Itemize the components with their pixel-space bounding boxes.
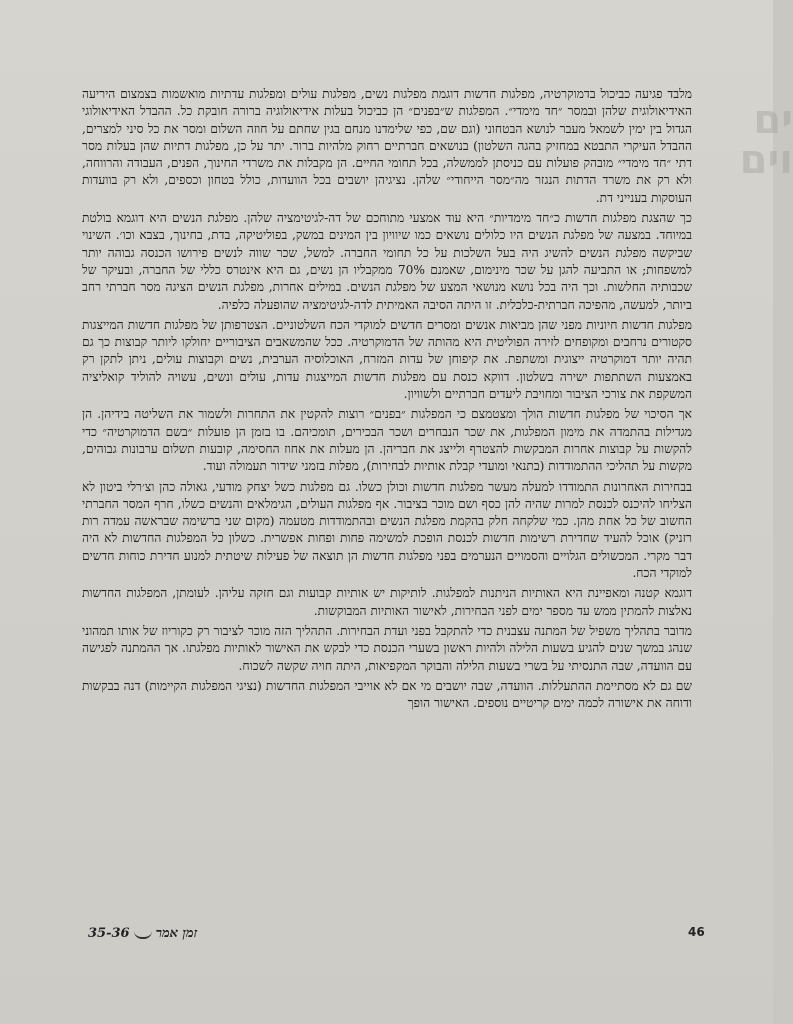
paragraph: דוגמא קטנה ומאפיינת היא האותיות הניתנות למפלגות. לותיקות יש אותיות קבועות וגם חזקה עליהן. לעומתן, המפלגות החדשות נאלצות להמתין ממש עד מספר ימים לפני הבחירות, לאישור האותיות המבוקשות.: [82, 586, 692, 618]
paragraph: מדובר בתהליך משפיל של המתנה עצבנית כדי להתקבל בפני ועדת הבחירות. התהליך הזה מוכר לציבור רק כקוריוז של אותו תמהוני שנהג במשך שנים להגיע בשעות הלילה ולהיות ראשון בשערי הכנסת כדי לבקש את האישור לאותיות מפלגתו. אך ההמתנה לפגישה עם הוועדה, שבה התנסיתי על בשרי בשעות הלילה והבוקר המקפיאות, היתה חויה שקשה לשכוח.: [82, 623, 692, 673]
pen-nib-icon: [134, 927, 152, 939]
paragraph: שם גם לא מסתיימת ההתעללות. הוועדה, שבה יושבים מי אם לא אוייבי המפלגות החדשות (נציגי המפלגות הקיימות) דנה בבקשות ודוחה את אישורה לכמה ימים קריטיים נוספים. האישור הופך: [82, 678, 692, 711]
paragraph: מלבד פגיעה כביכול בדמוקרטיה, מפלגות חדשות דוגמת מפלגות נשים, מפלגות עולים ומפלגות עדתיות מואשמות בצמצום היריעה האידיאולוגית שלהן ובמסר ״חד מימדי״. המפלגות ש״בפנים״ הן כביכול בעלות אידיאולוגיה ברורה חובקת כל. ההבדל האידיאולוגי הגדול בין ימין לשמאל מעבר לנושא הבטחוני (וגם שם, כפי שלימדנו מנחם בגין שחתם על חוזה השלום ומסר את כל סיני למצרים, ההבדל העיקרי התבטא במחזיק בהגה השלטון) בנושאים חברתיים רחוק מלהיות ברור. יתר על כן, מפלגות דתיות שהן בעלות מסר דתי ״חד מימדי״ מובהק פועלות עם כניסתן לממשלה, בכל תחומי החיים. הן מקבלות את משרדי החינוך, הפנים, העבודה והרווחה, ולא רק את משרד הדתות הנגזר מה״מסר הייחודי״ שלהן. נציגיהן יושבים בכל הוועדות, כולל בטחון וכספים, ולא רק בוועדות העוסקות בענייני דת.: [82, 87, 692, 205]
paragraph: כך שהצגת מפלגות חדשות כ״חד מימדיות״ היא עוד אמצעי מתוחכם של דה-לגיטימציה שלהן. מפלגת הנשים היא דוגמא בולטת במיוחד. במצעה של מפלגת הנשים היו כלולים נושאים כמו שיוויון בין המינים במשק, בפוליטיקה, בדת, בחינוך, בצבא וכו׳. השינוי שביקשה מפלגת הנשים להשיג היה בעל השלכות על כל תחומי החברה. למשל, שכר שווה לנשים פירושו הכנסה גבוהה יותר למשפחות; או התביעה להגן על שכר מינימום, שאמנם 70% ממקבליו הן נשים, גם היא אינטרס כללי של החברה, ובעיקר של שכבותיה החלשות. וכך היה בכל נושא מנושאי המצע של מפלגת הנשים. במילים אחרות, מפלגת הנשים הציגה מסר חברתי רחב ביותר, למעשה, מהפיכה חברתית-כלכלית. זו היתה הסיבה האמיתית לדה-לגיטימציה שהופעלה כלפיה.: [82, 211, 692, 312]
bleed-through-text: [739, 97, 793, 183]
footer-issue: 35-36: [88, 925, 130, 941]
paragraph: אך הסיכוי של מפלגות חדשות הולך ומצטמצם כי המפלגות ״בפנים״ רוצות להקטין את התחרות ולשמור את השליטה בידיהן. הן מגדילות בהתמדה את מימון המפלגות, את שכר הנבחרים ושכר הבכירים, תומכיהם. בו בזמן הן פועלות ״בשם הדמוקרטיה״ כדי להקשות על קבוצות אחרות המבקשות להצטרף ולייצג את חבריהן. הן מעלות את אחוז החסימה, קובעות תשלום ערבונות גבוהים, מקשות על תהליכי ההתמודדות (בתנאי ומועדי קבלת אותיות לבחירות), מפלות בזמני שידור תעמולה ועוד.: [82, 407, 692, 474]
paragraph: בבחירות האחרונות התמודדו למעלה מעשר מפלגות חדשות וכולן כשלו. גם מפלגות כשל יצחק מודעי, גאולה כהן וצ׳רלי ביטון לא הצליחו להיכנס לכנסת למרות שהיה להן כסף ושם מוכר בציבור. אף מפלגות העולים, הגימלאים והנשים כשלו, חרף המסר החברתי החשוב של כל אחת מהן. כמי שלקחה חלק בהקמת מפלגת הנשים ובהתמודדות מטעמה (מקום שני ברשימה שבראשה עמדה רות רזניק) אוכל להעיד שחדירת רשימות חדשות לכנסת הופכת למשימה פחות ופחות אפשרית. כשלון כל המפלגות החדשות לא היה דבר מקרי. המכשולים הגלויים והסמויים הנערמים בפני מפלגות חדשות הן תוצאה של פעילות שיטתית למנוע חדירת כוחות חדשים למוקדי הכח.: [82, 479, 692, 581]
bleed-through-line: ים: [753, 97, 793, 143]
article-body: [82, 86, 692, 715]
footer-title: זמן אמר: [155, 926, 198, 941]
running-footer: [88, 925, 197, 941]
page-number: 46: [688, 925, 705, 939]
bleed-through-line: וים: [739, 137, 793, 183]
paragraph: מפלגות חדשות חיוניות מפני שהן מביאות אנשים ומסרים חדשים למוקדי הכח השלטוניים. הצטרפותן של מפלגות חדשות המייצגות סקטורים נרחבים ומקופחים לזירה הפוליטית היא מהותה של הדמוקרטיה. ככל שהמשאבים הציבוריים יחולקו ליותר קבוצות כך גם תהיה יותר דמוקרטיה ייצוגית ומשתפת. את קיפוחן של עדות המזרח, האוכלוסיה הערבית, נשים וקבוצות עולים, ניתן לתקן רק באמצעות השתתפות ישירה בשלטון. דווקא כנסת עם מפלגות חדשות המייצגות עדות, עולים ונשים, עשויה להוליד קואליציה המשקפת את צורכי הציבור ומחויבת ליעדים חברתיים ולשוויון.: [82, 317, 692, 402]
